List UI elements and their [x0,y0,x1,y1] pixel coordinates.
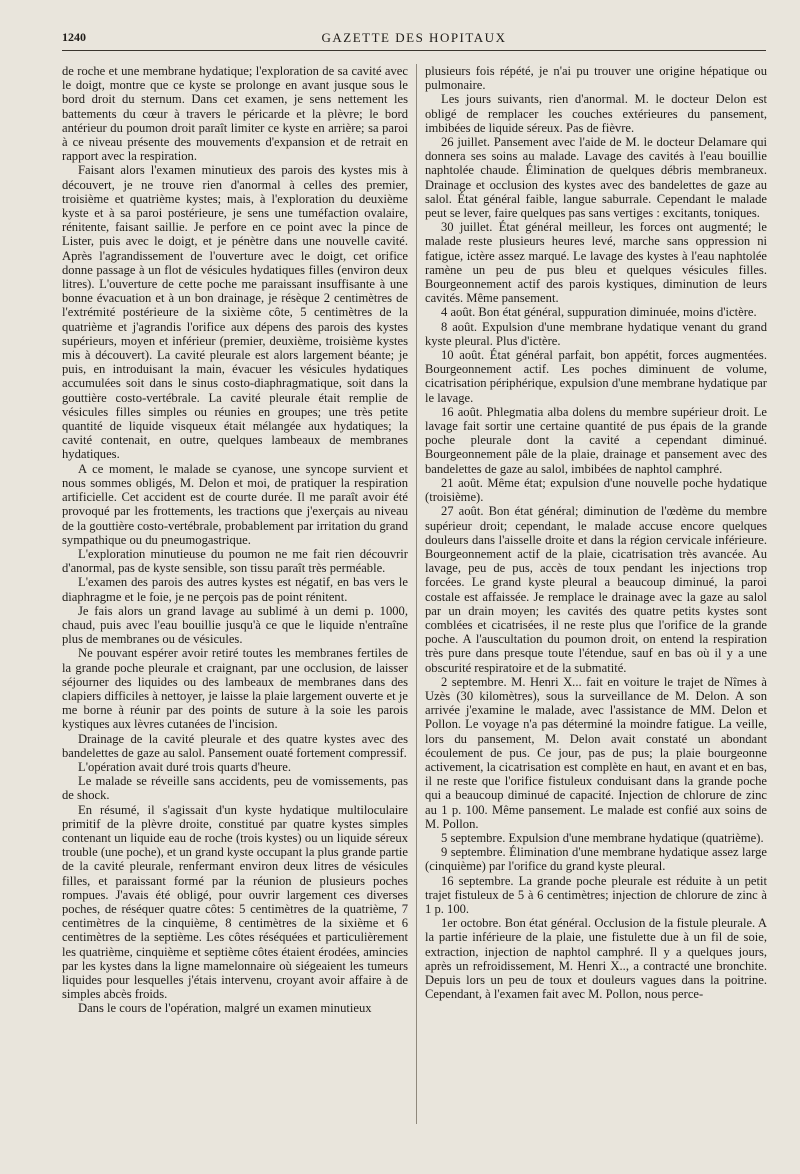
paragraph: 9 septembre. Élimination d'une membrane hydatique assez large (cinquième) par l'orifice du grand kyste pleural. [425,845,767,874]
page-number: 1240 [62,30,86,44]
paragraph: L'opération avait duré trois quarts d'heure. [78,759,291,774]
paragraph: L'examen des parois des autres kystes est négatif, en bas vers le diaphragme et le foie, je ne perçois pas de point rénitent. [62,575,408,604]
paragraph: 30 juillet. État général meilleur, les forces ont augmenté; le malade reste plusieurs heures levé, marche sans oppression ni fatigue, ictère assez marqué. Le lavage des kystes à l'eau naphtolée ramène un peu de pus bleu et quelques vésicules filles. Bourgeonnement actif des parois kystiques, diminution de leurs cavités. Même pansement. [425,220,767,306]
paragraph: 27 août. Bon état général; diminution de l'œdème du membre supérieur droit; cependant, le malade accuse encore quelques douleurs dans l'aisselle droite et dans la région cervicale inférieure. Bourgeonnement actif de la plaie, cicatrisation très avancée. Au lavage, peu de pus, accès de toux pendant les injections trop forcées. Le grand kyste pleural a beaucoup diminué, la paroi costale est affaissée. Je remplace le drainage avec la gaze au salol par un drain moyen; les cavités des quatre petits kystes sont comblées et cicatrisées, il ne reste plus que l'orifice de la grande poche. A l'auscultation du poumon droit, on entend la respiration très pure dans presque toute l'étendue, sauf en bas où il y a une obscurité respiratoire et de la submatité. [425,504,767,675]
page-header [62,26,766,51]
paragraph: Le malade se réveille sans accidents, peu de vomissements, pas de shock. [62,774,408,803]
paragraph: 2 septembre. M. Henri X... fait en voiture le trajet de Nîmes à Uzès (30 kilomètres), sous la surveillance de M. Delon. A son arrivée j'examine le malade, avec l'assistance de MM. Delon et Pollon. Le voyage n'a pas déterminé la moindre fatigue. La veille, lors du pansement, M. Delon avait constaté un abondant écoulement de pus. Ce jour, pas de pus; la plaie bourgeonne activement, la cicatrisation est complète en haut, en avant et en bas, il ne reste que l'orifice fistuleux conduisant dans la grande poche qui a beaucoup diminué de capacité. Injection de chlorure de zinc au 1 p. 100. Même pansement. Le malade est confié aux soins de M. Pollon. [425,674,767,831]
paragraph: 4 août. Bon état général, suppuration diminuée, moins d'ictère. [441,305,757,320]
paragraph: plusieurs fois répété, je n'ai pu trouver une origine hépatique ou pulmonaire. [425,64,767,93]
paragraph: Ne pouvant espérer avoir retiré toutes les membranes fertiles de la grande poche pleurale et craignant, par une occlusion, de laisser séjourner des liquides ou des lambeaux de membranes dans des clapiers difficiles à nettoyer, je laisse la plaie largement ouverte et je me borne à réunir par des points de suture à la soie les parois kystiques aux lèvres cutanées de l'incision. [62,646,408,732]
paragraph: Dans le cours de l'opération, malgré un examen minutieux [78,1001,372,1016]
right-column [425,64,767,1001]
paragraph: En résumé, il s'agissait d'un kyste hydatique multiloculaire primitif de la plèvre droite, constitué par quatre kystes simples contenant un liquide eau de roche (trois kystes) ou un liquide séreux trouble (une poche), et un grand kyste occupant la plus grande partie de la cavité pleurale, renfermant environ deux litres de vésicules filles, et paraissant formé par la réunion de plusieurs poches rompues. J'avais été obligé, pour ouvrir largement ces diverses poches, de réséquer quatre côtes: 5 centimètres de la quatrième, 7 centimètres de la cinquième, 8 centimètres de la sixième et 6 centimètres de la septième. Les côtes réséquées et particulièrement les quatrième, cinquième et septième côtes étaient érodées, amincies par les kystes dans la ligne mamelonnaire où siégeaient les tumeurs liquides pour lesquelles j'étais intervenu, croyant avoir affaire à de simples abcès froids. [62,802,408,1002]
paragraph: 16 septembre. La grande poche pleurale est réduite à un petit trajet fistuleux de 5 à 6 centimètres; injection de chlorure de zinc à 1 p. 100. [425,873,767,916]
paragraph: Je fais alors un grand lavage au sublimé à un demi p. 1000, chaud, puis avec l'eau bouillie jusqu'à ce que le liquide n'entraîne plus de membranes ou de vésicules. [62,603,408,647]
paragraph: 10 août. État général parfait, bon appétit, forces augmentées. Bourgeonnement actif. Les poches diminuent de volume, cicatrisation périphérique, expulsion d'une membrane hydatique par le lavage. [425,348,767,405]
paragraph: Drainage de la cavité pleurale et des quatre kystes avec des bandelettes de gaze au salol. Pansement ouaté fortement compressif. [62,731,408,760]
paragraph: 8 août. Expulsion d'une membrane hydatique venant du grand kyste pleural. Plus d'ictère. [425,319,767,348]
paragraph: L'exploration minutieuse du poumon ne me fait rien découvrir d'anormal, pas de kyste sensible, son tissu paraît très perméable. [62,546,408,576]
paragraph: 21 août. Même état; expulsion d'une nouvelle poche hydatique (troisième). [425,475,767,505]
paragraph: 26 juillet. Pansement avec l'aide de M. le docteur Delamare qui donnera ses soins au malade. Lavage des cavités à l'eau bouillie naphtolée chaude. Élimination de quelques débris membraneux. Drainage et occlusion des kystes avec des bandelettes de gaze au salol. État général faible, langue saburrale. Cependant le malade peut se lever, faire quelques pas sans vertiges : excitants, toniques. [425,135,767,221]
paragraph: de roche et une membrane hydatique; l'exploration de sa cavité avec le doigt, montre que ce kyste se prolonge en avant jusque sous le bord droit du sternum. Dans cet examen, je sens nettement les battements du cœur à travers le péricarde et la plèvre; le bord antérieur du poumon droit paraît limiter ce kyste en arrière; sa paroi à ce niveau présente des mouvements d'expansion et de retrait en rapport avec la respiration. [62,64,408,164]
left-column [62,64,408,1016]
paragraph: 5 septembre. Expulsion d'une membrane hydatique (quatrième). [441,830,764,845]
paragraph: Les jours suivants, rien d'anormal. M. le docteur Delon est obligé de remplacer les couches extérieures du pansement, imbibées de liquide séreux. Pas de fièvre. [425,92,767,135]
column-divider [416,64,417,1124]
paragraph: 16 août. Phlegmatia alba dolens du membre supérieur droit. Le lavage fait sortir une certaine quantité de pus épais de la grande poche pleurale dont la cavité a cependant diminué. Bourgeonnement pâle de la plaie, drainage et pansement avec des bandelettes de gaze au salol, imbibées de naphtol camphré. [425,404,767,476]
paragraph: Faisant alors l'examen minutieux des parois des kystes mis à découvert, je ne trouve rien d'anormal à celles des premier, troisième et quatrième kystes; mais, à l'exploration du deuxième kyste et à sa paroi postérieure, je sens une tuméfaction ovalaire, rénitente, faisant saillie. Je perfore en ce point avec la pince de Lister, puis avec le doigt, et je pénètre dans une nouvelle cavité. Après l'agrandissement de l'ouverture avec le doigt, cet orifice donne passage à un flot de vésicules hydatiques filles (environ deux litres). L'ouverture de cette poche me paraissant insuffisante à une bonne évacuation et à un bon drainage, je résèque 2 centimètres de l'extrémité postérieure de la sixième côte, 5 centimètres de la quatrième et j'agrandis l'orifice aux dépens des parois des kystes supérieurs, moyen et inférieur (premier, deuxième, troisième kystes mis à découvert). La cavité pleurale est alors largement béante; je puis, en introduisant la main, évacuer les vésicules hydatiques accumulées soit dans le sinus costo-diaphragmatique, soit dans la gouttière costo-vertébrale. La cavité pleurale était remplie de vésicules filles simples ou réunies en groupes; une très petite quantité de liquide visqueux était mélangée aux hydatiques; la cavité contenait, en outre, quelques lambeaux de membranes hydatiques. [62,163,408,462]
paragraph: 1er octobre. Bon état général. Occlusion de la fistule pleurale. A la partie inférieure de la plaie, une fistulette due à un fil de soie, extraction, injection de naphtol camphré. Il y a quelques jours, après un refroidissement, M. Henri X.., a contracté une bronchite. Depuis lors un peu de toux et douleurs vagues dans la poitrine. Cependant, à l'examen fait avec M. Pollon, nous perce- [425,916,767,1002]
paragraph: A ce moment, le malade se cyanose, une syncope survient et nous sommes obligés, M. Delon et moi, de pratiquer la respiration artificielle. Cet accident est de courte durée. Il me paraît avoir été provoqué par les frottements, les tractions que j'exerçais au niveau de la gouttière costo-vertébrale, probablement par irritation du grand sympathique ou du pneumogastrique. [62,461,408,547]
running-title: GAZETTE DES HOPITAUX [321,30,507,45]
